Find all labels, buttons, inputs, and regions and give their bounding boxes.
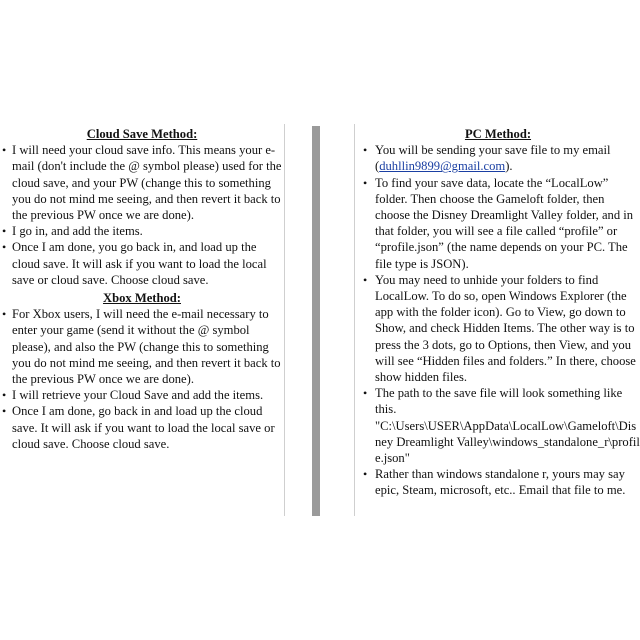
list-item-text: You may need to unhide your folders to find LocalLow. To do so, open Windows Explorer (the app with the folder icon). Go to View, go down to Show, and check Hidden Items. The other way is to press the 3 dots, go to Options, then View, and you will see “Hidden files and folders.” In there, choose show hidden files. bbox=[375, 272, 636, 385]
list-item bbox=[355, 272, 640, 385]
bullet-icon: • bbox=[2, 307, 7, 322]
bullet-icon: • bbox=[2, 404, 7, 419]
list-item bbox=[355, 385, 640, 466]
email-link[interactable]: duhllin9899@gmail.com bbox=[379, 159, 506, 174]
bullet-icon: • bbox=[363, 386, 368, 401]
bullet-icon: • bbox=[2, 143, 7, 158]
list-item bbox=[355, 466, 640, 498]
list-item-text: Once I am done, you go back in, and load up the cloud save. It will ask if you want to load the local save or cloud save. Choose cloud save. bbox=[12, 240, 267, 287]
list-item bbox=[0, 387, 284, 403]
pc-method-heading: PC Method: bbox=[464, 127, 532, 141]
right-column bbox=[354, 124, 640, 516]
bullet-icon: • bbox=[2, 388, 7, 403]
list-item bbox=[0, 306, 284, 387]
bullet-icon: • bbox=[2, 224, 7, 239]
bullet-icon: • bbox=[363, 143, 368, 158]
list-item bbox=[0, 239, 284, 288]
cloud-save-heading: Cloud Save Method: bbox=[86, 127, 198, 141]
list-item bbox=[0, 403, 284, 452]
column-divider bbox=[312, 126, 320, 516]
pc-list bbox=[355, 142, 640, 498]
list-item-text: For Xbox users, I will need the e-mail necessary to enter your game (send it without the @ symbol please), and also the PW (change this to something you do not mind me seeing, and then revert it back to the previous PW once we are done). bbox=[12, 307, 281, 387]
list-item-text-end: ). bbox=[505, 159, 513, 174]
list-item-text: The path to the save file will look something like this. bbox=[375, 386, 623, 417]
list-item-text: I go in, and add the items. bbox=[12, 224, 143, 239]
save-file-path: "C:\Users\USER\AppData\LocalLow\Gameloft\Disney Dreamlight Valley\windows_standalone_r\profile.json" bbox=[375, 418, 640, 466]
xbox-heading: Xbox Method: bbox=[102, 291, 181, 306]
list-item-text: You will be sending your save file to my email ( bbox=[375, 143, 611, 174]
list-item bbox=[355, 142, 640, 174]
list-item bbox=[355, 175, 640, 272]
list-item-text: Rather than windows standalone r, yours may say epic, Steam, microsoft, etc.. Email that file to me. bbox=[375, 467, 626, 498]
list-item-text: I will retrieve your Cloud Save and add the items. bbox=[12, 388, 264, 403]
xbox-list bbox=[0, 306, 284, 452]
list-item-text: To find your save data, locate the “LocalLow” folder. Then choose the Gameloft folder, then choose the Disney Dreamlight Valley folder, and in that folder, you will see a file called “profile” or “profile.json” (the name depends on your PC. The file type is JSON). bbox=[375, 175, 634, 271]
bullet-icon: • bbox=[363, 175, 368, 190]
bullet-icon: • bbox=[363, 272, 368, 287]
list-item-text: I will need your cloud save info. This means your e-mail (don't include the @ symbol please) used for the cloud save, and your PW (change this to something you do not mind me seeing, and then revert it back to the previous PW once we are done). bbox=[12, 143, 282, 223]
list-item-text: Once I am done, go back in and load up the cloud save. It will ask if you want to load the local save or cloud save. Choose cloud save. bbox=[12, 404, 275, 451]
bullet-icon: • bbox=[2, 240, 7, 255]
cloud-save-list bbox=[0, 142, 284, 288]
left-column bbox=[0, 124, 285, 516]
bullet-icon: • bbox=[363, 467, 368, 482]
list-item bbox=[0, 223, 284, 239]
list-item bbox=[0, 142, 284, 223]
